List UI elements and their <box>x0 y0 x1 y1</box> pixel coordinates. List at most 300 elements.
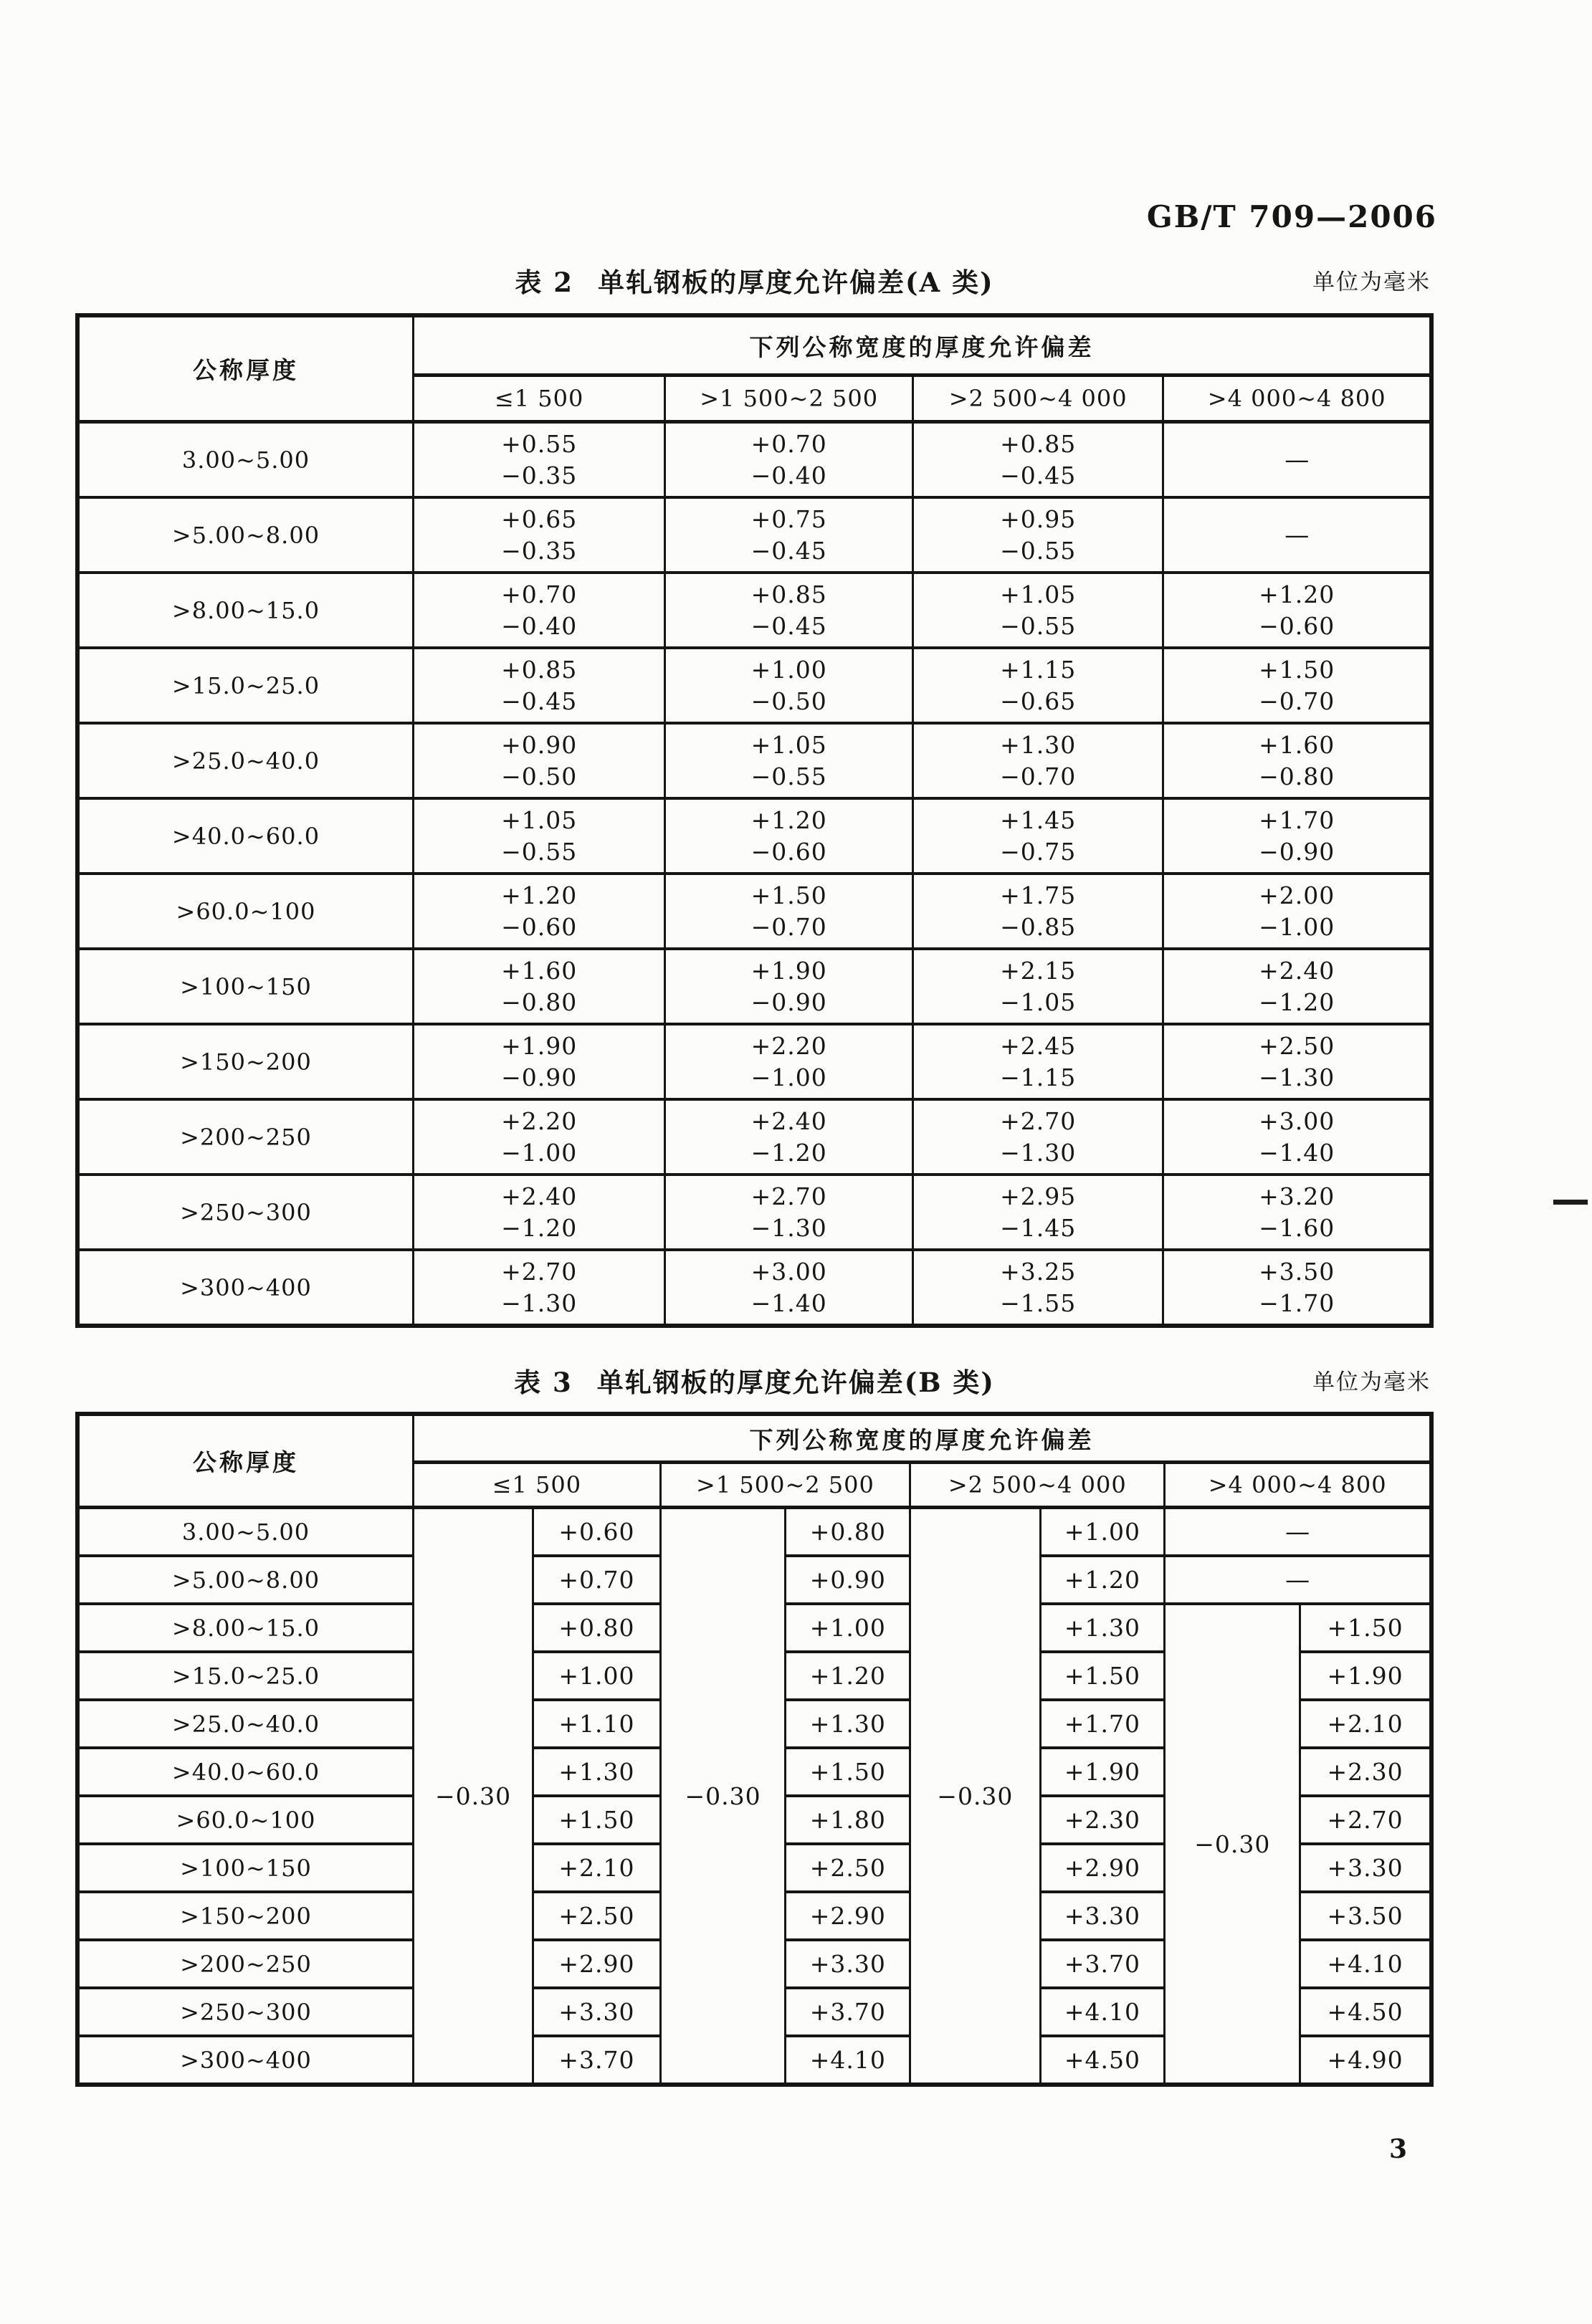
tolerance-pair <box>501 504 577 566</box>
tolerance-pair <box>1000 504 1076 566</box>
tolerance-pair <box>1000 429 1076 491</box>
plus-tolerance: +1.50 <box>1259 655 1335 684</box>
tolerance-cell <box>413 798 664 874</box>
minus-tolerance: −0.90 <box>1259 837 1335 866</box>
tolerance-cell <box>912 1175 1163 1250</box>
thickness-cell: >200~250 <box>77 1940 413 1988</box>
plus-tolerance: +2.40 <box>1259 956 1335 985</box>
tolerance-cell <box>912 723 1163 798</box>
tolerance-cell <box>912 798 1163 874</box>
tolerance-cell <box>912 874 1163 949</box>
dash-cell: — <box>1163 497 1431 573</box>
plus-tolerance: +0.70 <box>501 580 578 608</box>
table-row <box>77 949 1431 1024</box>
minus-tolerance: −1.30 <box>1000 1138 1077 1167</box>
width-header: >2 500~4 000 <box>912 376 1163 422</box>
tolerance-cell <box>665 949 913 1024</box>
minus-tolerance: −0.90 <box>501 1063 578 1091</box>
table-row <box>77 874 1431 949</box>
minus-tolerance: −0.70 <box>1259 687 1335 715</box>
plus-tolerance: +1.20 <box>501 881 578 909</box>
tolerance-pair <box>1259 955 1335 1018</box>
table2-label: 表 2 <box>515 267 574 298</box>
thickness-cell: >150~200 <box>77 1024 413 1099</box>
tolerance-pair <box>1259 1031 1335 1093</box>
table-row <box>77 723 1431 798</box>
plus-tolerance: +1.15 <box>1000 655 1077 684</box>
tolerance-pair <box>1000 730 1076 792</box>
plus-tolerance: +3.00 <box>1259 1106 1335 1135</box>
tolerance-pair <box>501 1031 577 1093</box>
table-row <box>77 798 1431 874</box>
tolerance-cell <box>665 1099 913 1175</box>
tolerance-cell <box>912 1250 1163 1326</box>
tolerance-pair <box>1259 654 1335 717</box>
plus-tolerance: +0.55 <box>501 429 578 458</box>
plus-tolerance-cell: +2.50 <box>533 1892 661 1940</box>
plus-tolerance-cell: +3.30 <box>1300 1844 1431 1892</box>
minus-tolerance: −1.40 <box>1259 1138 1335 1167</box>
plus-tolerance: +1.90 <box>750 956 827 985</box>
plus-tolerance-cell: +4.10 <box>786 2036 910 2085</box>
thickness-cell: >200~250 <box>77 1099 413 1175</box>
tolerance-pair <box>751 880 827 942</box>
tolerance-pair <box>501 579 577 641</box>
width-header: >2 500~4 000 <box>910 1463 1165 1508</box>
minus-tolerance: −1.00 <box>1259 912 1335 941</box>
table2-title-text: 单轧钢板的厚度允许偏差(A 类) <box>598 267 994 298</box>
tolerance-cell <box>413 648 664 723</box>
minus-tolerance: −1.30 <box>1259 1063 1335 1091</box>
plus-tolerance: +2.20 <box>501 1106 578 1135</box>
plus-tolerance-cell: +0.60 <box>533 1508 661 1556</box>
tolerance-cell <box>665 648 913 723</box>
tolerance-cell <box>912 573 1163 648</box>
plus-tolerance: +2.15 <box>1000 956 1077 985</box>
plus-tolerance: +1.05 <box>501 805 578 834</box>
minus-tolerance: −0.55 <box>501 837 578 866</box>
plus-tolerance: +2.70 <box>750 1182 827 1210</box>
span-header: 下列公称宽度的厚度允许偏差 <box>413 1414 1431 1463</box>
tolerance-cell <box>665 723 913 798</box>
thickness-column-header: 公称厚度 <box>77 315 413 422</box>
thickness-cell: >5.00~8.00 <box>77 1556 413 1604</box>
tolerance-cell <box>912 949 1163 1024</box>
minus-tolerance: −1.45 <box>1000 1213 1077 1242</box>
page-number: 3 <box>1389 2134 1408 2164</box>
shared-minus-cell: −0.30 <box>660 1508 786 2085</box>
width-header: >4 000~4 800 <box>1165 1463 1431 1508</box>
tolerance-cell <box>665 573 913 648</box>
plus-tolerance: +2.40 <box>750 1106 827 1135</box>
plus-tolerance: +2.70 <box>1000 1106 1077 1135</box>
plus-tolerance-cell: +2.30 <box>1300 1748 1431 1796</box>
tolerance-pair <box>1259 1106 1335 1168</box>
tolerance-cell <box>413 1250 664 1326</box>
tolerance-cell <box>665 497 913 573</box>
thickness-cell: >8.00~15.0 <box>77 1604 413 1652</box>
plus-tolerance: +2.45 <box>1000 1031 1077 1060</box>
plus-tolerance-cell: +1.00 <box>786 1604 910 1652</box>
plus-tolerance-cell: +1.90 <box>1300 1652 1431 1700</box>
binding-mark <box>1553 1200 1588 1205</box>
plus-tolerance: +3.50 <box>1259 1257 1335 1286</box>
plus-tolerance: +0.75 <box>750 505 827 533</box>
plus-tolerance-cell: +4.10 <box>1040 1988 1165 2036</box>
table-row <box>77 422 1431 498</box>
tolerance-pair <box>1000 1181 1076 1243</box>
tolerance-pair <box>501 805 577 867</box>
tolerance-cell <box>1163 874 1431 949</box>
tolerance-cell <box>413 1024 664 1099</box>
minus-tolerance: −0.55 <box>1000 611 1077 640</box>
plus-tolerance: +1.70 <box>1259 805 1335 834</box>
thickness-cell: >5.00~8.00 <box>77 497 413 573</box>
thickness-cell: >150~200 <box>77 1892 413 1940</box>
plus-tolerance: +0.90 <box>501 730 578 759</box>
thickness-cell: >25.0~40.0 <box>77 723 413 798</box>
minus-tolerance: −1.20 <box>750 1138 827 1167</box>
plus-tolerance-cell: +1.00 <box>1040 1508 1165 1556</box>
tolerance-cell <box>1163 1250 1431 1326</box>
tolerance-cell <box>1163 798 1431 874</box>
tolerance-cell <box>912 497 1163 573</box>
table-row <box>77 573 1431 648</box>
header-row <box>77 1414 1431 1463</box>
plus-tolerance: +2.20 <box>750 1031 827 1060</box>
table2-title <box>515 262 993 302</box>
plus-tolerance-cell: +1.30 <box>1040 1604 1165 1652</box>
tolerance-cell <box>1163 573 1431 648</box>
tolerance-pair <box>1000 579 1076 641</box>
table3-title <box>514 1362 995 1402</box>
plus-tolerance-cell: +2.90 <box>533 1940 661 1988</box>
plus-tolerance-cell: +2.30 <box>1040 1796 1165 1844</box>
tolerance-pair <box>1000 654 1076 717</box>
minus-tolerance: −0.35 <box>501 461 578 489</box>
plus-tolerance: +2.70 <box>501 1257 578 1286</box>
plus-tolerance-cell: +3.70 <box>786 1988 910 2036</box>
plus-tolerance-cell: +0.90 <box>786 1556 910 1604</box>
plus-tolerance-cell: +2.10 <box>1300 1700 1431 1748</box>
tolerance-cell <box>413 573 664 648</box>
thickness-cell: >8.00~15.0 <box>77 573 413 648</box>
minus-tolerance: −0.60 <box>1259 611 1335 640</box>
thickness-cell: >300~400 <box>77 1250 413 1326</box>
plus-tolerance-cell: +2.70 <box>1300 1796 1431 1844</box>
table2-unit-note: 单位为毫米 <box>1312 269 1431 295</box>
plus-tolerance: +1.05 <box>1000 580 1077 608</box>
plus-tolerance: +1.20 <box>1259 580 1335 608</box>
tolerance-cell <box>665 422 913 498</box>
thickness-cell: 3.00~5.00 <box>77 1508 413 1556</box>
plus-tolerance-cell: +0.70 <box>533 1556 661 1604</box>
minus-tolerance: −0.60 <box>501 912 578 941</box>
minus-tolerance: −0.40 <box>501 611 578 640</box>
minus-tolerance: −0.45 <box>501 687 578 715</box>
plus-tolerance: +3.25 <box>1000 1257 1077 1286</box>
tolerance-cell <box>1163 723 1431 798</box>
plus-tolerance: +1.20 <box>750 805 827 834</box>
thickness-cell: >100~150 <box>77 1844 413 1892</box>
plus-tolerance: +1.60 <box>1259 730 1335 759</box>
table3-label: 表 3 <box>514 1367 573 1398</box>
width-header: >1 500~2 500 <box>660 1463 910 1508</box>
table3-unit-note: 单位为毫米 <box>1312 1369 1431 1395</box>
plus-tolerance-cell: +1.80 <box>786 1796 910 1844</box>
thickness-cell: >100~150 <box>77 949 413 1024</box>
tolerance-pair <box>501 654 577 717</box>
tolerance-cell <box>413 1099 664 1175</box>
thickness-cell: >40.0~60.0 <box>77 798 413 874</box>
tolerance-cell <box>413 874 664 949</box>
plus-tolerance: +3.20 <box>1259 1182 1335 1210</box>
thickness-cell: >300~400 <box>77 2036 413 2085</box>
tolerance-pair <box>501 1256 577 1319</box>
plus-tolerance-cell: +1.90 <box>1040 1748 1165 1796</box>
table-row <box>77 1175 1431 1250</box>
plus-tolerance-cell: +1.20 <box>1040 1556 1165 1604</box>
thickness-cell: >15.0~25.0 <box>77 1652 413 1700</box>
tolerance-cell <box>912 648 1163 723</box>
minus-tolerance: −0.45 <box>750 536 827 565</box>
minus-tolerance: −0.75 <box>1000 837 1077 866</box>
thickness-cell: >60.0~100 <box>77 874 413 949</box>
tolerance-cell <box>912 1099 1163 1175</box>
table-row <box>77 1508 1431 1556</box>
thickness-cell: >25.0~40.0 <box>77 1700 413 1748</box>
plus-tolerance: +0.65 <box>501 505 578 533</box>
plus-tolerance-cell: +3.30 <box>786 1940 910 1988</box>
thickness-cell: >40.0~60.0 <box>77 1748 413 1796</box>
plus-tolerance-cell: +1.00 <box>533 1652 661 1700</box>
minus-tolerance: −0.90 <box>750 988 827 1016</box>
plus-tolerance: +0.85 <box>750 580 827 608</box>
table2-caption <box>75 262 1434 302</box>
plus-tolerance-cell: +1.30 <box>786 1700 910 1748</box>
tolerance-pair <box>501 880 577 942</box>
minus-tolerance: −0.80 <box>501 988 578 1016</box>
tolerance-pair <box>501 429 577 491</box>
table-row <box>77 1024 1431 1099</box>
tolerance-cell <box>665 1024 913 1099</box>
minus-tolerance: −1.15 <box>1000 1063 1077 1091</box>
table-row <box>77 497 1431 573</box>
tolerance-pair <box>1259 1256 1335 1319</box>
dash-cell: — <box>1163 422 1431 498</box>
tolerance-pair <box>751 1256 827 1319</box>
plus-tolerance: +0.85 <box>501 655 578 684</box>
tolerance-cell <box>1163 1024 1431 1099</box>
tolerance-cell <box>413 1175 664 1250</box>
tolerance-pair <box>501 1106 577 1168</box>
minus-tolerance: −1.20 <box>501 1213 578 1242</box>
plus-tolerance-cell: +3.70 <box>533 2036 661 2085</box>
plus-tolerance-cell: +3.50 <box>1300 1892 1431 1940</box>
minus-tolerance: −0.55 <box>750 762 827 790</box>
tolerance-cell <box>665 874 913 949</box>
minus-tolerance: −0.55 <box>1000 536 1077 565</box>
plus-tolerance: +1.45 <box>1000 805 1077 834</box>
minus-tolerance: −0.45 <box>750 611 827 640</box>
minus-tolerance: −1.70 <box>1259 1288 1335 1317</box>
plus-tolerance: +1.00 <box>750 655 827 684</box>
plus-tolerance: +0.70 <box>750 429 827 458</box>
thickness-cell: >250~300 <box>77 1988 413 2036</box>
plus-tolerance-cell: +3.30 <box>1040 1892 1165 1940</box>
minus-tolerance: −1.30 <box>501 1288 578 1317</box>
minus-tolerance: −1.40 <box>750 1288 827 1317</box>
width-header: >1 500~2 500 <box>665 376 913 422</box>
plus-tolerance: +2.95 <box>1000 1182 1077 1210</box>
minus-tolerance: −0.80 <box>1259 762 1335 790</box>
tolerance-pair <box>1000 1031 1076 1093</box>
plus-tolerance-cell: +2.90 <box>786 1892 910 1940</box>
plus-tolerance-cell: +1.70 <box>1040 1700 1165 1748</box>
table-row <box>77 648 1431 723</box>
standard-code: GB/T 709—2006 <box>1146 199 1437 234</box>
tolerance-pair <box>1000 1106 1076 1168</box>
width-header: >4 000~4 800 <box>1163 376 1431 422</box>
thickness-column-header: 公称厚度 <box>77 1414 413 1508</box>
shared-minus-cell: −0.30 <box>910 1508 1040 2085</box>
thickness-cell: >60.0~100 <box>77 1796 413 1844</box>
thickness-cell: 3.00~5.00 <box>77 422 413 498</box>
tolerance-pair <box>1259 730 1335 792</box>
minus-tolerance: −1.30 <box>750 1213 827 1242</box>
minus-tolerance: −0.60 <box>750 837 827 866</box>
tolerance-pair <box>751 504 827 566</box>
plus-tolerance: +2.00 <box>1259 881 1335 909</box>
plus-tolerance-cell: +3.30 <box>533 1988 661 2036</box>
plus-tolerance: +1.60 <box>501 956 578 985</box>
span-header: 下列公称宽度的厚度允许偏差 <box>413 315 1431 376</box>
minus-tolerance: −0.40 <box>750 461 827 489</box>
width-header: ≤1 500 <box>413 376 664 422</box>
tolerance-cell <box>413 422 664 498</box>
plus-tolerance-cell: +4.50 <box>1300 1988 1431 2036</box>
plus-tolerance-cell: +0.80 <box>533 1604 661 1652</box>
plus-tolerance-cell: +0.80 <box>786 1508 910 1556</box>
plus-tolerance: +0.95 <box>1000 505 1077 533</box>
plus-tolerance: +1.90 <box>501 1031 578 1060</box>
tolerance-pair <box>501 955 577 1018</box>
tolerance-pair <box>751 1181 827 1243</box>
tolerance-pair <box>751 429 827 491</box>
minus-tolerance: −1.60 <box>1259 1213 1335 1242</box>
header-row <box>77 315 1431 376</box>
plus-tolerance: +2.50 <box>1259 1031 1335 1060</box>
tolerance-cell <box>1163 949 1431 1024</box>
table3-title-text: 单轧钢板的厚度允许偏差(B 类) <box>596 1367 995 1398</box>
plus-tolerance-cell: +1.20 <box>786 1652 910 1700</box>
minus-tolerance: −0.70 <box>750 912 827 941</box>
minus-tolerance: −0.50 <box>501 762 578 790</box>
tolerance-pair <box>1259 880 1335 942</box>
table3-thickness-tolerance-class-b <box>75 1412 1434 2087</box>
plus-tolerance: +1.75 <box>1000 881 1077 909</box>
tolerance-pair <box>751 654 827 717</box>
minus-tolerance: −1.55 <box>1000 1288 1077 1317</box>
plus-tolerance: +1.05 <box>750 730 827 759</box>
tolerance-cell <box>1163 648 1431 723</box>
thickness-cell: >15.0~25.0 <box>77 648 413 723</box>
tolerance-pair <box>1000 880 1076 942</box>
plus-tolerance-cell: +3.70 <box>1040 1940 1165 1988</box>
shared-minus-cell: −0.30 <box>1165 1604 1300 2085</box>
tolerance-cell <box>912 1024 1163 1099</box>
tolerance-pair <box>1259 805 1335 867</box>
minus-tolerance: −0.70 <box>1000 762 1077 790</box>
tolerance-pair <box>501 730 577 792</box>
tolerance-pair <box>751 1106 827 1168</box>
tolerance-cell <box>1163 1099 1431 1175</box>
tolerance-cell <box>665 1250 913 1326</box>
thickness-cell: >250~300 <box>77 1175 413 1250</box>
plus-tolerance-cell: +1.50 <box>1300 1604 1431 1652</box>
minus-tolerance: −1.00 <box>501 1138 578 1167</box>
tolerance-cell <box>413 497 664 573</box>
width-header: ≤1 500 <box>413 1463 660 1508</box>
plus-tolerance: +3.00 <box>750 1257 827 1286</box>
tolerance-pair <box>1259 579 1335 641</box>
plus-tolerance-cell: +4.90 <box>1300 2036 1431 2085</box>
minus-tolerance: −0.45 <box>1000 461 1077 489</box>
plus-tolerance: +0.85 <box>1000 429 1077 458</box>
tolerance-pair <box>1000 1256 1076 1319</box>
tolerance-pair <box>501 1181 577 1243</box>
plus-tolerance-cell: +1.30 <box>533 1748 661 1796</box>
tolerance-pair <box>751 805 827 867</box>
plus-tolerance: +2.40 <box>501 1182 578 1210</box>
plus-tolerance: +1.30 <box>1000 730 1077 759</box>
table3-caption <box>75 1362 1434 1402</box>
table2-thickness-tolerance-class-a <box>75 313 1434 1328</box>
plus-tolerance: +1.50 <box>750 881 827 909</box>
tolerance-cell <box>665 1175 913 1250</box>
shared-minus-cell: −0.30 <box>413 1508 533 2085</box>
minus-tolerance: −1.05 <box>1000 988 1077 1016</box>
dash-cell: — <box>1165 1556 1431 1604</box>
table-row <box>77 1099 1431 1175</box>
tolerance-pair <box>751 579 827 641</box>
dash-cell: — <box>1165 1508 1431 1556</box>
plus-tolerance-cell: +4.10 <box>1300 1940 1431 1988</box>
table-row <box>77 1250 1431 1326</box>
tolerance-pair <box>751 955 827 1018</box>
minus-tolerance: −0.65 <box>1000 687 1077 715</box>
plus-tolerance-cell: +1.50 <box>533 1796 661 1844</box>
tolerance-cell <box>1163 1175 1431 1250</box>
minus-tolerance: −0.50 <box>750 687 827 715</box>
tolerance-cell <box>912 422 1163 498</box>
tolerance-pair <box>751 1031 827 1093</box>
minus-tolerance: −1.20 <box>1259 988 1335 1016</box>
minus-tolerance: −1.00 <box>750 1063 827 1091</box>
plus-tolerance-cell: +4.50 <box>1040 2036 1165 2085</box>
tolerance-cell <box>413 723 664 798</box>
plus-tolerance-cell: +1.50 <box>1040 1652 1165 1700</box>
tolerance-pair <box>1259 1181 1335 1243</box>
tolerance-pair <box>1000 955 1076 1018</box>
plus-tolerance-cell: +2.10 <box>533 1844 661 1892</box>
plus-tolerance-cell: +2.90 <box>1040 1844 1165 1892</box>
tolerance-cell <box>413 949 664 1024</box>
plus-tolerance-cell: +2.50 <box>786 1844 910 1892</box>
tolerance-cell <box>665 798 913 874</box>
minus-tolerance: −0.85 <box>1000 912 1077 941</box>
plus-tolerance-cell: +1.10 <box>533 1700 661 1748</box>
